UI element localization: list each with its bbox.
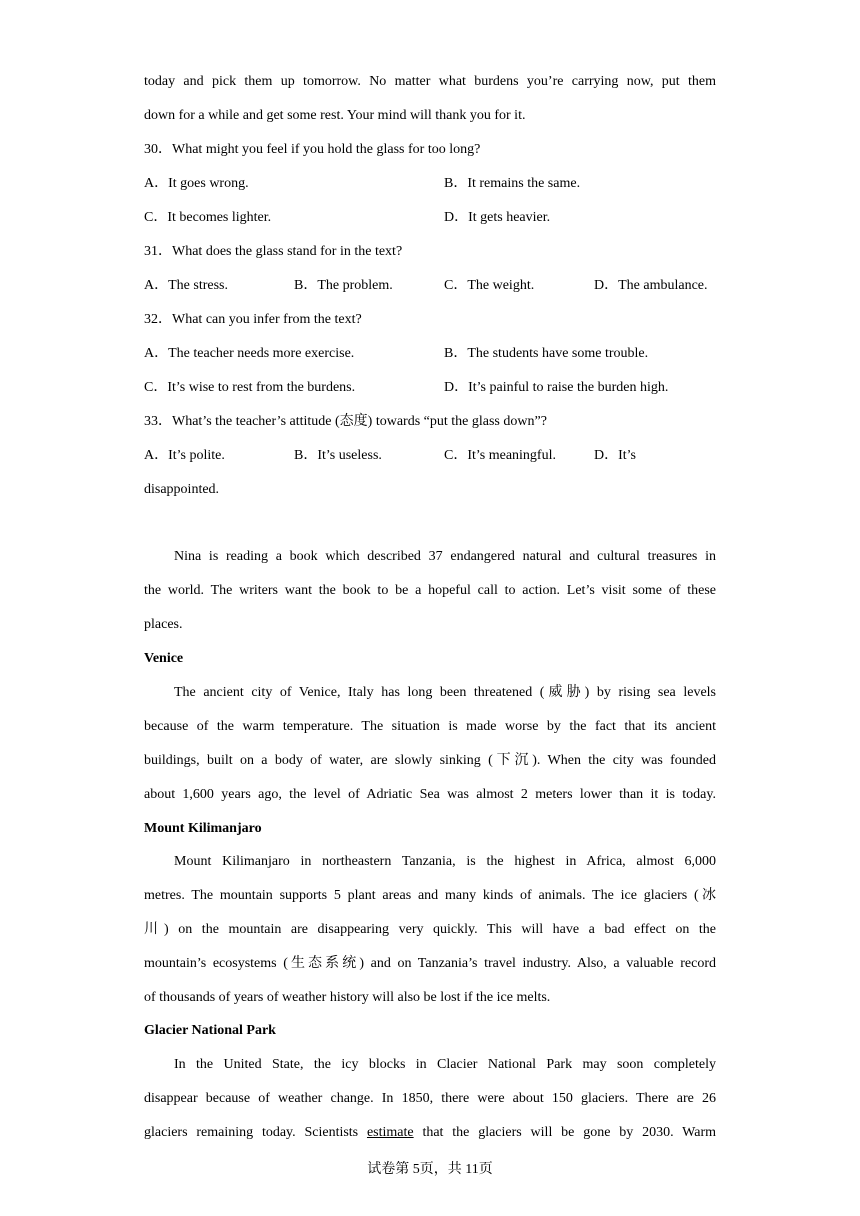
question-stem: 32．What can you infer from the text? <box>144 312 362 327</box>
option-d-wrap: disappointed. <box>144 482 220 497</box>
option-b: B．The problem. <box>294 278 393 293</box>
passage-line: buildings, built on a body of water, are slowly sinking (下沉). When the city was founded <box>144 753 716 768</box>
passage-line: metres. The mountain supports 5 plant areas and many kinds of animals. The ice glaciers (冰 <box>144 888 716 903</box>
passage-line: because of the warm temperature. The situation is made worse by the fact that its ancient <box>144 719 716 734</box>
passage-line: places. <box>144 617 183 632</box>
underlined-word: estimate <box>366 1125 414 1140</box>
option-b: B．It remains the same. <box>444 176 581 191</box>
option-a: A．The stress. <box>144 278 228 293</box>
option-c: C．It becomes lighter. <box>144 210 272 225</box>
option-a: A．It’s polite. <box>144 448 225 463</box>
passage-line: the world. The writers want the book to be a hopeful call to action. Let’s visit some of these <box>144 583 716 598</box>
option-c: C．It’s wise to rest from the burdens. <box>144 380 356 395</box>
passage-line: today and pick them up tomorrow. No matter what burdens you’re carrying now, put them <box>144 74 716 89</box>
option-c: C．The weight. <box>444 278 535 293</box>
passage-line: disappear because of weather change. In 1850, there were about 150 glaciers. There are 26 <box>144 1091 716 1106</box>
question-stem: 30．What might you feel if you hold the glass for too long? <box>144 142 481 157</box>
option-b: B．The students have some trouble. <box>444 346 649 361</box>
passage-line: of thousands of years of weather history will also be lost if the ice melts. <box>144 990 551 1005</box>
section-heading: Venice <box>144 651 184 666</box>
option-a: A．It goes wrong. <box>144 176 249 191</box>
option-a: A．The teacher needs more exercise. <box>144 346 355 361</box>
question-stem: 31．What does the glass stand for in the text? <box>144 244 403 259</box>
passage-line: mountain’s ecosystems (生态系统) and on Tanzania’s travel industry. Also, a valuable record <box>144 956 716 971</box>
passage-line: 川) on the mountain are disappearing very quickly. This will have a bad effect on the <box>144 922 716 937</box>
option-d: D．It gets heavier. <box>444 210 551 225</box>
option-d: D．It’s <box>594 448 636 463</box>
text-run: glaciers remaining today. Scientists <box>144 1125 367 1140</box>
option-b: B．It’s useless. <box>294 448 382 463</box>
text-run: that the glaciers will be gone by 2030. Warm <box>413 1125 716 1140</box>
page-footer: 试卷第 5页，共 11页 <box>367 1162 493 1177</box>
option-c: C．It’s meaningful. <box>444 448 556 463</box>
passage-line: In the United State, the icy blocks in Clacier National Park may soon completely <box>174 1057 716 1072</box>
passage-line: down for a while and get some rest. Your mind will thank you for it. <box>144 108 526 123</box>
passage-line: Nina is reading a book which described 37 endangered natural and cultural treasures in <box>174 549 716 564</box>
section-heading: Mount Kilimanjaro <box>144 821 262 836</box>
passage-line <box>144 1123 716 1143</box>
passage-line: Mount Kilimanjaro in northeastern Tanzania, is the highest in Africa, almost 6,000 <box>174 854 716 869</box>
option-d: D．The ambulance. <box>594 278 708 293</box>
section-heading: Glacier National Park <box>144 1023 276 1038</box>
option-d: D．It’s painful to raise the burden high. <box>444 380 669 395</box>
passage-line: The ancient city of Venice, Italy has long been threatened (威胁) by rising sea levels <box>174 685 716 700</box>
question-stem: 33．What’s the teacher’s attitude (态度) towards “put the glass down”? <box>144 414 547 429</box>
passage-line: about 1,600 years ago, the level of Adriatic Sea was almost 2 meters lower than it is today. <box>144 787 716 802</box>
